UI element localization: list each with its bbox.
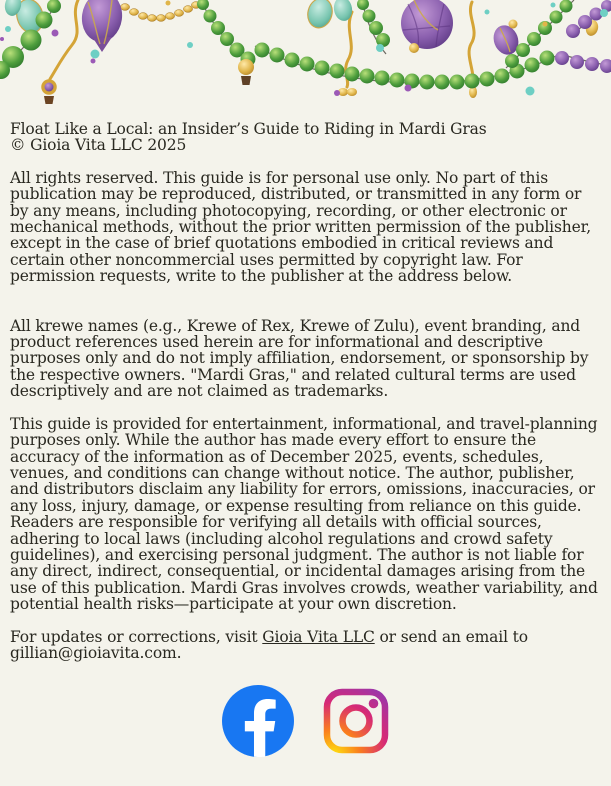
instagram-link[interactable] — [320, 685, 392, 757]
contact-middle: or send an email to — [374, 627, 528, 646]
copyright-page — [0, 121, 611, 757]
cord-end-bead — [45, 83, 54, 92]
gioia-vita-link[interactable]: Gioia Vita LLC — [262, 627, 375, 646]
gold-chain — [120, 2, 200, 22]
rights-paragraph: All rights reserved. This guide is for personal use only. No part of this publication may be reproduced, distributed, or transmitted in any form or by any means, including photocopying, recording, or other electronic or mechanical methods, without the prior written permission of the publisher, except in the case of brief quotations embodied in critical reviews and certain other noncommercial uses permitted by copyright law. For permission requests, write to the publisher at the address below. — [10, 168, 591, 286]
trademarks-paragraph: All krewe names (e.g., Krewe of Rex, Krewe of Zulu), event branding, and product references used herein are for informational and descriptive purposes only and do not imply affiliation, endorsement, or sponsorship by the respective owners. "Mardi Gras," and related cultural terms are used descriptively and are not claimed as trademarks. — [10, 316, 589, 401]
contact-suffix: . — [176, 643, 182, 662]
social-icons-row — [10, 685, 603, 757]
gold-tassel — [238, 59, 254, 85]
gold-bow — [338, 88, 357, 96]
cord-clasp — [44, 96, 54, 104]
instagram-icon — [320, 685, 392, 757]
title-block — [10, 121, 603, 154]
copyright-line: © Gioia Vita LLC 2025 — [10, 136, 187, 155]
facebook-icon — [222, 685, 294, 757]
contact-prefix: For updates or corrections, visit — [10, 627, 263, 646]
mardi-gras-beads-illustration — [0, 0, 611, 105]
disclaimer-paragraph: This guide is provided for entertainment, informational, and travel-planning purposes only. While the author has made every effort to ensure the accuracy of the information as of December 2025, events, schedules, venues, and conditions can change without notice. The author, publisher, and distributors disclaim any liability for errors, omissions, inaccuracies, or any loss, injury, damage, or expense resulting from reliance on this guide. Readers are responsible for verifying all details with official sources, adhering to local laws (including alcohol regulations and crowd safety guidelines), and exercising personal judgment. The author is not liable for any direct, indirect, consequential, or incidental damages arising from the use of this publication. Mardi Gras involves crowds, weather variability, and potential health risks—participate at your own discretion. — [10, 414, 598, 614]
facebook-link[interactable] — [222, 685, 294, 757]
contact-email: gillian@gioiavita.com — [10, 643, 177, 662]
page-title: Float Like a Local: an Insider’s Guide to Riding in Mardi Gras — [10, 120, 487, 138]
contact-paragraph — [10, 629, 603, 662]
